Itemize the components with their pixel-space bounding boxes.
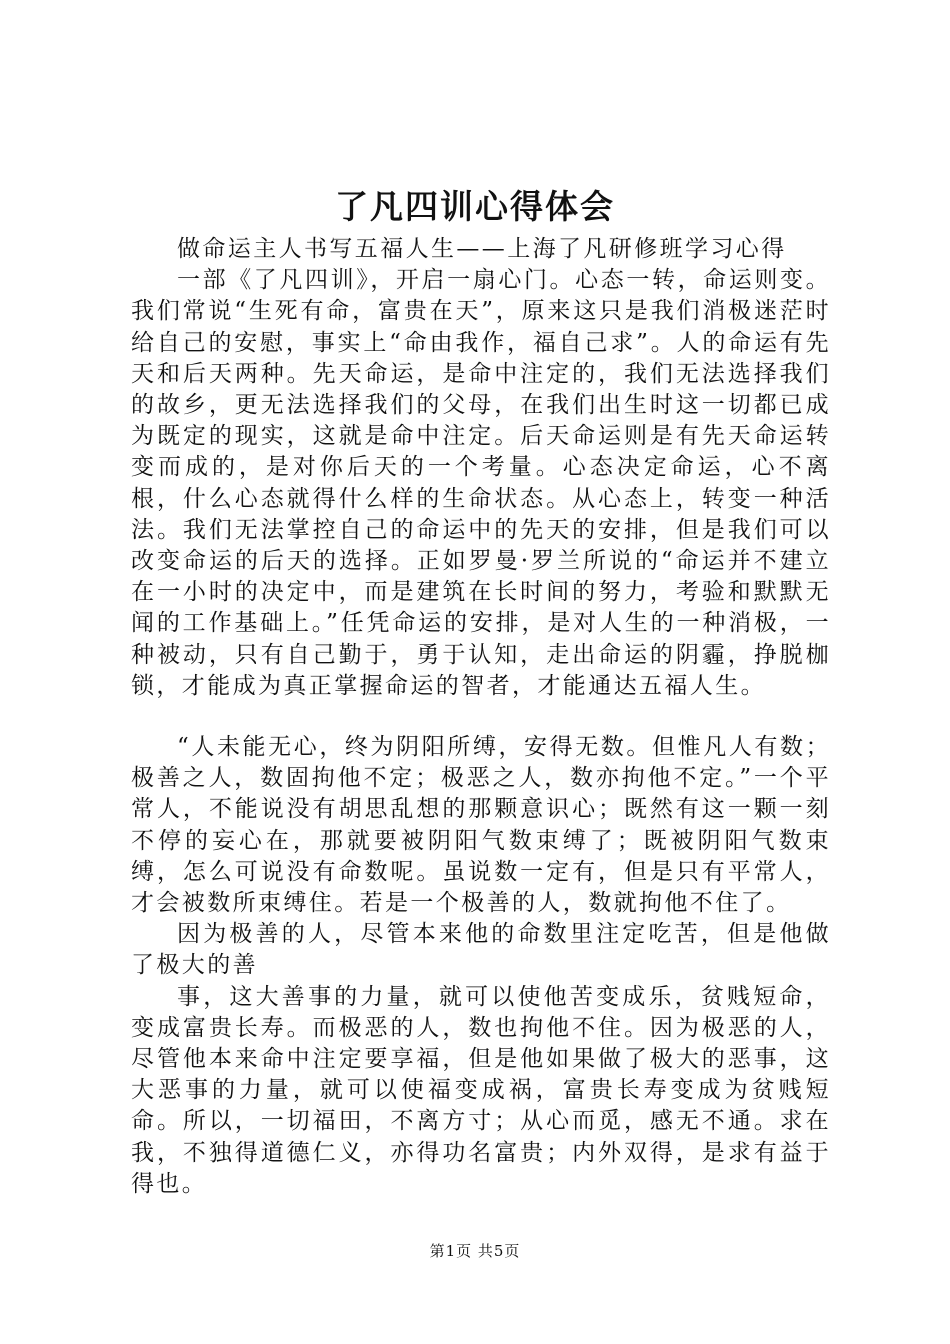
paragraph-1: 一部《了凡四训》，开启一扇心门。心态一转，命运则变。我们常说“生死有命，富贵在天”，原来这只是我们消极迷茫时给自己的安慰，事实上“命由我作，福自己求”。人的命运有先天和后天两种。先天命运，是命中注定的，我们无法选择我们的故乡，更无法选择我们的父母，在我们出生时这一切都已成为既定的现实，这就是命中注定。后天命运则是有先天命运转变而成的，是对你后天的一个考量。心态决定命运，心不离根，什么心态就得什么样的生命状态。从心态上，转变一种活法。我们无法掌控自己的命运中的先天的安排，但是我们可以改变命运的后天的选择。正如罗曼·罗兰所说的“命运并不建立在一小时的决定中，而是建筑在长时间的努力，考验和默默无闻的工作基础上。”任凭命运的安排，是对人生的一种消极，一种被动，只有自己勤于，勇于认知，走出命运的阴霾，挣脱枷锁，才能成为真正掌握命运的智者，才能通达五福人生。 — [131, 267, 831, 699]
document-body — [131, 234, 831, 1200]
paragraph-2: “人未能无心，终为阴阳所缚，安得无数。但惟凡人有数；极善之人，数固拘他不定；极恶之人，数亦拘他不定。”一个平常人，不能说没有胡思乱想的那颗意识心；既然有这一颗一刻不停的妄心在，那就要被阴阳气数束缚了；既被阴阳气数束缚，怎么可说没有命数呢。虽说数一定有，但是只有平常人，才会被数所束缚住。若是一个极善的人，数就拘他不住了。 — [131, 734, 831, 917]
paragraph-3: 因为极善的人，尽管本来他的命数里注定吃苦，但是他做了极大的善 — [131, 921, 831, 979]
paragraph-4: 事，这大善事的力量，就可以使他苦变成乐，贫贱短命，变成富贵长寿。而极恶的人，数也拘他不住。因为极恶的人，尽管他本来命中注定要享福，但是他如果做了极大的恶事，这大恶事的力量，就可以使福变成祸，富贵长寿变成为贫贱短命。所以，一切福田，不离方寸；从心而觅，感无不通。求在我，不独得道德仁义，亦得功名富贵；内外双得，是求有益于得也。 — [131, 983, 831, 1197]
page-footer: 第1页 共5页 — [429, 1242, 521, 1260]
paragraph-gap — [131, 702, 831, 732]
document-subtitle: 做命运主人书写五福人生——上海了凡研修班学习心得 — [177, 236, 787, 262]
document-title: 了凡四训心得体会 — [335, 187, 615, 226]
